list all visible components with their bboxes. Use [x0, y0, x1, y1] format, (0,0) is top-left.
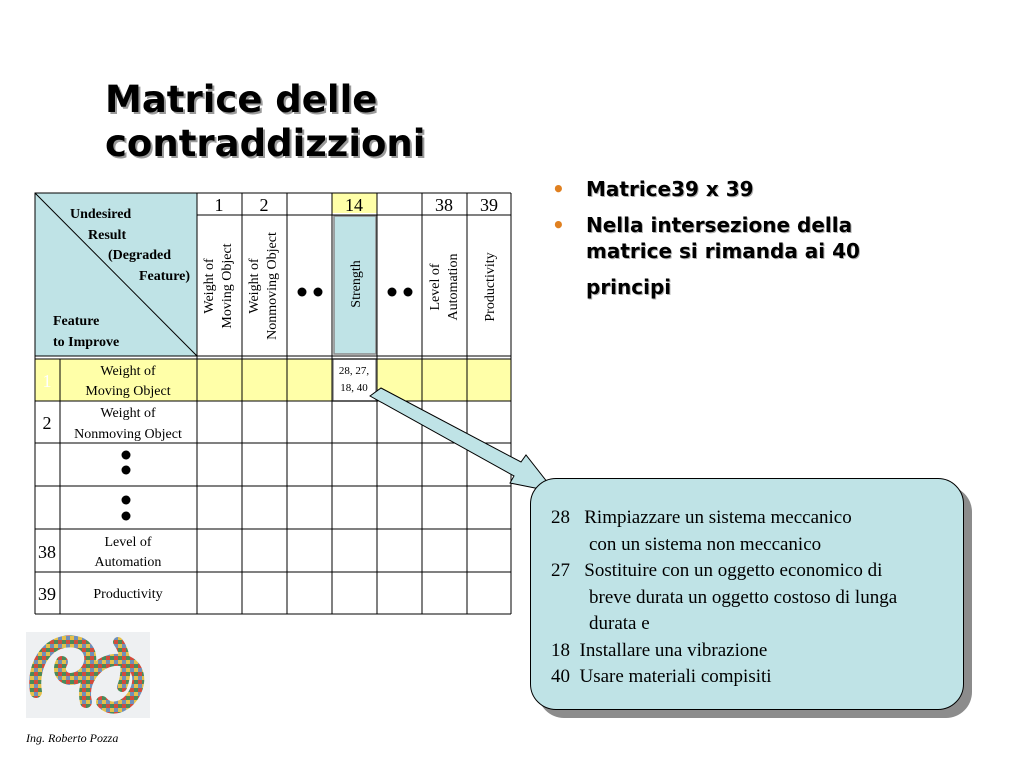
col-number-2: 2	[259, 195, 269, 215]
bullet-text-line-1: Nella intersezione della	[586, 213, 853, 237]
row-number-2: 2	[42, 413, 52, 433]
callout-line: durata e	[551, 613, 650, 634]
row-label-1b: Moving Object	[85, 384, 171, 399]
intersection-line-2: 18, 40	[340, 382, 368, 394]
corner-result: Result	[88, 228, 127, 243]
intersection-line-1: 28, 27,	[338, 365, 370, 377]
callout-line: 40 Usare materiali compisiti	[551, 666, 772, 687]
title-line-2: contraddizzioni	[105, 122, 426, 165]
bullet-dot-icon: •	[552, 213, 565, 237]
callout-line: 18 Installare una vibrazione	[551, 639, 768, 661]
col-label-1a: Weight of	[202, 258, 217, 314]
principles-callout	[530, 478, 964, 710]
callout-line: con un sistema non meccanico	[551, 533, 822, 555]
callout-line: 27 Sostituire con un oggetto economico di	[551, 560, 883, 581]
corner-undesired: Undesired	[70, 207, 132, 222]
col-label-1b: Moving Object	[220, 243, 235, 329]
col-label-38b: Automation	[446, 253, 461, 321]
bullet-text-line-3: principi	[586, 275, 672, 299]
corner-feature: Feature)	[139, 269, 191, 284]
col-label-38a: Level of	[428, 263, 443, 311]
row-number-1: 1	[42, 371, 52, 391]
author-logo	[26, 632, 150, 718]
row-number-39: 39	[38, 584, 56, 604]
bullet-text: Matrice39 x 39	[586, 177, 754, 201]
row-label-39: Productivity	[93, 587, 163, 602]
footer-author: Ing. Roberto Pozza	[26, 731, 119, 745]
bullet-text-line-2: matrice si rimanda ai 40	[586, 239, 860, 263]
col-number-1: 1	[214, 195, 224, 215]
row-number-38: 38	[38, 542, 56, 562]
row-label-2b: Nonmoving Object	[74, 427, 182, 442]
row-label-1a: Weight of	[100, 364, 156, 379]
bullet-dot-icon: •	[552, 177, 565, 201]
col-number-39: 39	[480, 195, 498, 215]
col-label-14: Strength	[349, 260, 364, 308]
row-label-38a: Level of	[104, 535, 152, 550]
callout-line: 28 Rimpiazzare un sistema meccanico	[551, 507, 852, 528]
row-label-38b: Automation	[94, 555, 162, 570]
title-line-1: Matrice delle	[105, 78, 378, 121]
row-label-2a: Weight of	[100, 406, 156, 421]
callout-line: breve durata un oggetto costoso di lunga	[551, 586, 898, 608]
corner-degraded: (Degraded	[108, 248, 171, 263]
col-number-38: 38	[435, 195, 453, 215]
corner-improve-1: Feature	[53, 314, 100, 329]
col-label-2a: Weight of	[247, 258, 262, 314]
col-label-39: Productivity	[483, 252, 498, 322]
col-label-2b: Nonmoving Object	[265, 232, 280, 340]
col-number-14: 14	[345, 195, 363, 215]
corner-improve-2: to Improve	[53, 335, 120, 350]
callout-arrow	[370, 388, 555, 492]
